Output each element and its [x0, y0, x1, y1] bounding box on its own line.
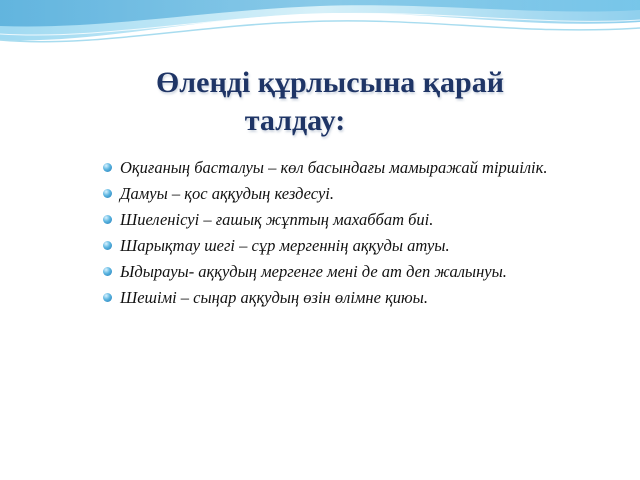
list-item [103, 183, 573, 205]
title-line-2: талдау: [244, 104, 346, 137]
bullet-icon [103, 293, 112, 302]
list-item-text: Ыдырауы- аққудың мергенге мені де ат деп жалынуы. [120, 262, 507, 281]
bullet-icon [103, 267, 112, 276]
list-item-text: Шарықтау шегі – сұр мергеннің аққуды атуы. [120, 236, 450, 255]
list-item [103, 235, 573, 257]
list-item-text: Шиеленісуі – ғашық жұптың махаббат биі. [120, 210, 434, 229]
slide-title [90, 64, 570, 140]
bullet-icon [103, 241, 112, 250]
list-item-text: Шешімі – сыңар аққудың өзін өлімне қиюы. [120, 288, 428, 307]
list-item-text: Дамуы – қос аққудың кездесуі. [120, 184, 335, 203]
list-item [103, 287, 573, 309]
list-item-text: Оқиғаның басталуы – көл басындағы мамыражай тіршілік. [120, 158, 548, 177]
bullet-icon [103, 215, 112, 224]
decorative-wave-header [0, 0, 640, 70]
list-item [103, 209, 573, 231]
title-line-1: Өлеңді құрлысына қарай [155, 66, 505, 99]
bullet-list [103, 157, 573, 313]
bullet-icon [103, 163, 112, 172]
list-item [103, 261, 573, 283]
bullet-icon [103, 189, 112, 198]
list-item [103, 157, 573, 179]
